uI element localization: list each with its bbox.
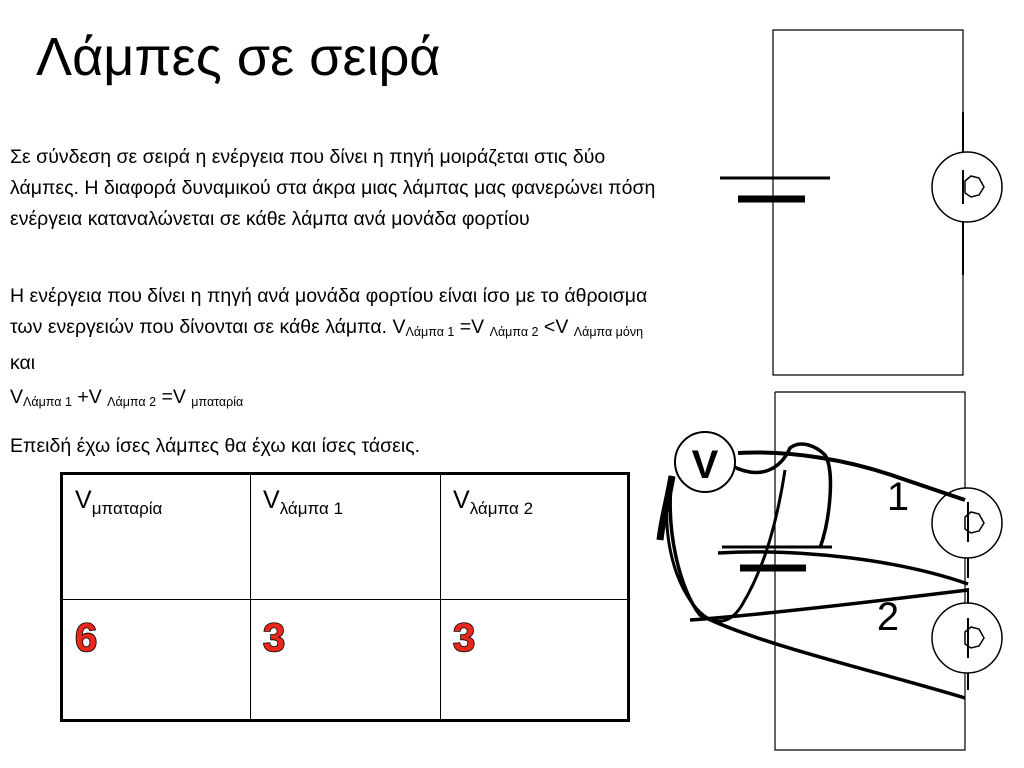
- eq2-term-2: V $_{\Lambda ά\mu\pi\alpha 2}$ =: [88, 386, 173, 409]
- eq1-term-1: $V_{\Lambda ά\mu\pi\alpha 1}$ =: [392, 316, 472, 339]
- table-value-lamp1: 3: [263, 616, 286, 660]
- lamp2-label: 2: [876, 595, 900, 639]
- table-value-lamp2: 3: [453, 616, 476, 660]
- paragraph-energy-sum-text: Η ενέργεια που δίνει η πηγή ανά μονάδα φορτίου είναι ίσο με το άθροισμα των ενεργειών που δίνονται σε κάθε λάμπα.: [10, 285, 648, 338]
- circuit-two-lamps: [660, 392, 1002, 750]
- circuit-single-lamp: [720, 30, 1002, 375]
- table-header-lamp2: $V_{\lambda ά\mu\pi\alpha 2}$: [441, 475, 627, 600]
- table-value-battery: 6: [75, 616, 98, 660]
- table-cell-battery: [63, 600, 251, 719]
- table-cell-lamp2: [441, 600, 627, 719]
- circuit2-wire-lamp1-top: [738, 452, 965, 500]
- table-header-battery: $V_{\mu\pi\alpha\tau\alpha\rho ί\alpha}$: [63, 475, 251, 600]
- paragraph-energy-sum: [10, 281, 670, 379]
- circuit-diagrams: [640, 0, 1024, 768]
- paragraph-equal-voltages: Επειδή έχω ίσες λάμπες θα έχω και ίσες τάσεις.: [10, 435, 421, 457]
- circuit2-wire-bottom-left: [670, 476, 965, 698]
- voltmeter-label: V: [691, 443, 719, 487]
- paragraph-energy-sharing: Σε σύνδεση σε σειρά η ενέργεια που δίνει η πηγή μοιράζεται στις δύο λάμπες. Η διαφορά δυναμικού στα άκρα μιας λάμπας μας φανερώνει πόση ενέργεια καταναλώνεται σε κάθε λάμπα ανά μονάδα φορτίου: [10, 146, 656, 230]
- circuit2-wire-lamp2-bottom: [690, 590, 968, 620]
- equation-sum: [10, 382, 670, 418]
- eq2-term-1: $V_{\Lambda ά\mu\pi\alpha 1}$ +: [10, 386, 89, 409]
- lamp-icon: [932, 152, 1002, 222]
- lamp1-label: 1: [886, 475, 910, 519]
- eq1-term-3: V $_{\Lambda ά\mu\pi\alpha \mu ό\nu\eta}$ και: [10, 316, 644, 374]
- lamp-icon: [932, 488, 1002, 578]
- voltmeter: [675, 432, 735, 492]
- lamp-icon: [932, 588, 1002, 690]
- eq1-term-2: V $_{\Lambda ά\mu\pi\alpha 2}$ <: [471, 316, 556, 339]
- table-cell-lamp1: [251, 600, 441, 719]
- eq2-term-3: V $_{\mu\pi\alpha\tau\alpha\rho ί\alpha}$: [172, 386, 244, 409]
- table-header-lamp1: $V_{\lambda ά\mu\pi\alpha 1}$: [251, 475, 441, 600]
- slide-title: Λάμπες σε σειρά: [36, 27, 441, 87]
- voltage-table: [60, 472, 630, 722]
